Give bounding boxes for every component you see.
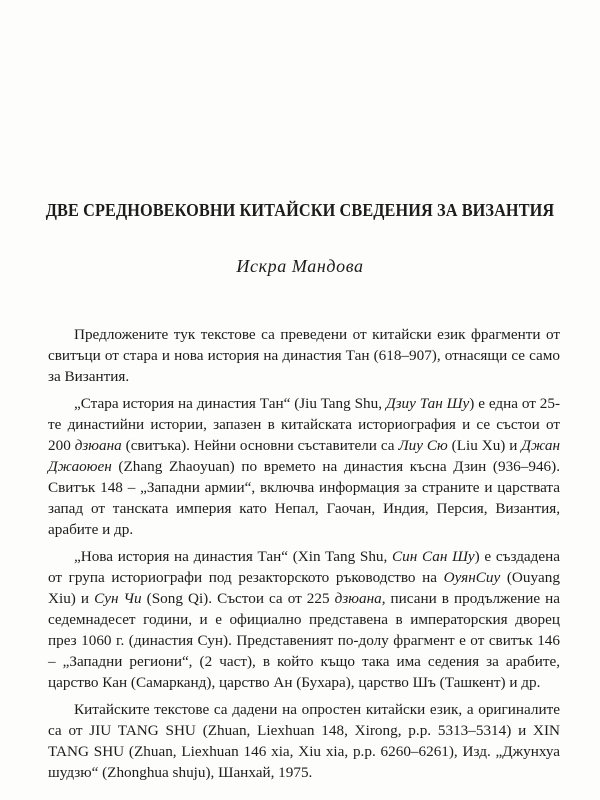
text-span: ) е създадена от група историографи под резакторското ръководство на — [48, 548, 560, 586]
text-span: (Liu Xu) и — [447, 437, 522, 454]
article-author: Искра Мандова — [236, 256, 364, 276]
article-body — [48, 324, 560, 789]
text-span: „Стара история на династия Тан“ (Jiu Tang Shu, — [74, 395, 386, 412]
article-title: ДВЕ СРЕДНОВЕКОВНИ КИТАЙСКИ СВЕДЕНИЯ ЗА ВИЗАНТИЯ — [45, 200, 555, 220]
italic-text: Сун Чи — [94, 590, 142, 607]
italic-text: Джан Джаоюен — [48, 437, 560, 475]
italic-text: дзюана — [334, 590, 382, 607]
text-span: , писани в продължение на седемнадесет години, и е официално представена в императорския дворец през 1060 г. (династия Сун). Представеният по-долу фрагмент е от свитък 146 – „Западни региони“, (2 част), в който къщо така има седения за арабите, царство Кан (Самарканд), царство Ан (Бухара), царство Шъ (Ташкент) и др. — [48, 590, 560, 691]
italic-text: Лиу Сю — [398, 437, 448, 454]
paragraph-sources: Китайските текстове са дадени на опростен китайски език, а оригиналите са от JIU TANG SHU (Zhuan, Liexhuan 148, Xirong, p.p. 5313–5314) и XIN TANG SHU (Zhuan, Liexhuan 146 xia, Xiu xia, p.p. 6260–6261), Изд. „Джунхуа шудзю“ (Zhonghua shuju), Шанхай, 1975. — [48, 701, 560, 781]
text-span: (Ouyang Xiu) и — [48, 569, 560, 607]
text-span: (Song Qi). Състои са от 225 — [141, 590, 335, 607]
text-span: ) е една от 25-те династийни истории, запазен в китайската историография и се състои от 200 — [48, 395, 561, 454]
text-span: (Zhang Zhaoyuan) по времето на династия късна Дзин (936–946). Свитък 148 – „Западни армии“, включва информация за страните и царствата запад от танската империя като Непал, Гаочан, Индия, Персия, Византия, арабите и др. — [48, 458, 560, 538]
italic-text: Дзиу Тан Шу — [385, 395, 470, 412]
paragraph-intro: Предложените тук текстове са преведени от китайски език фрагменти от свитъци от стара и нова история на династия Тан (618–907), отнасящи се само за Византия. — [48, 326, 560, 385]
text-span: „Нова история на династия Тан“ (Xin Tang Shu, — [74, 548, 393, 565]
paragraph-new-tang-history — [48, 546, 560, 693]
italic-text: ОуянСиу — [443, 569, 501, 586]
italic-text: дзюана — [74, 437, 122, 454]
text-span: (свитъка). Нейни основни съставители са — [121, 437, 399, 454]
italic-text: Син Сан Шу — [392, 548, 475, 565]
paragraph-old-tang-history — [48, 393, 560, 540]
